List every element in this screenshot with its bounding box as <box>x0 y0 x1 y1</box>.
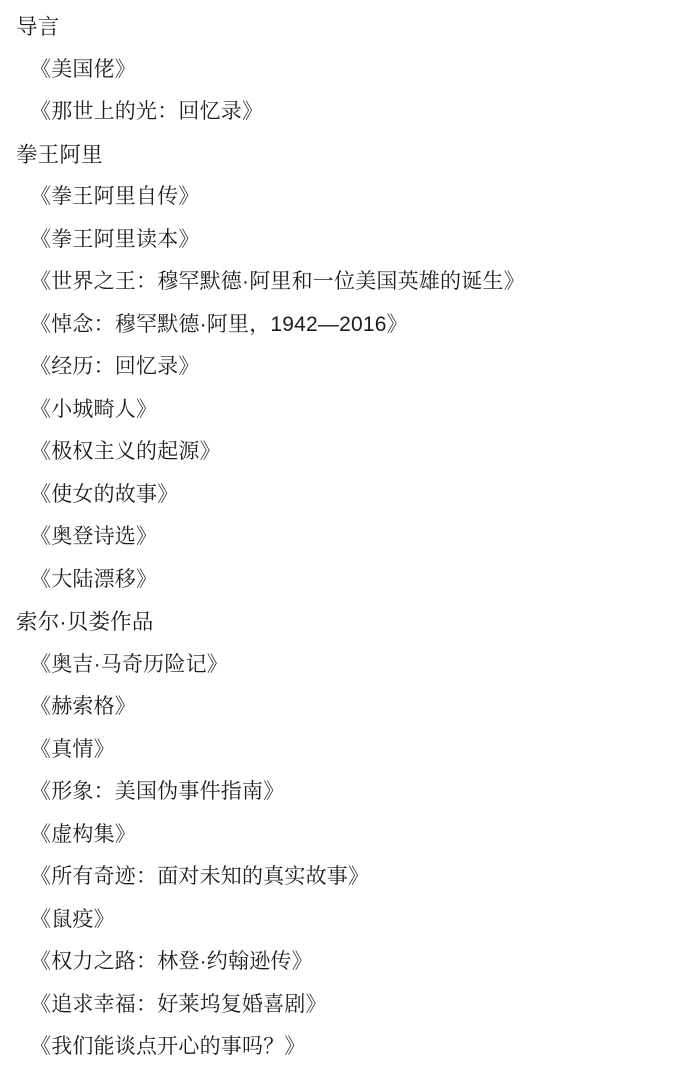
toc-entry: 《悼念：穆罕默德·阿里，1942—2016》 <box>30 312 408 336</box>
toc-entry: 《虚构集》 <box>30 822 136 846</box>
toc-entry: 《所有奇迹：面对未知的真实故事》 <box>30 865 370 888</box>
toc-entry: 《鼠疫》 <box>30 907 115 931</box>
toc-entry: 《权力之路：林登·约翰逊传》 <box>30 950 313 973</box>
toc-entry: 《追求幸福：好莱坞复婚喜剧》 <box>30 992 327 1016</box>
toc-entry: 《赫索格》 <box>30 695 136 718</box>
toc-entry: 《使女的故事》 <box>30 482 179 506</box>
toc-entry: 《拳王阿里读本》 <box>30 227 200 251</box>
toc-entry: 《拳王阿里自传》 <box>30 185 200 208</box>
toc-entry: 《我们能谈点开心的事吗？》 <box>30 1035 306 1058</box>
toc-entry: 《小城畸人》 <box>30 397 158 421</box>
toc-entry: 《那世上的光：回忆录》 <box>30 100 264 123</box>
toc-entry: 《美国佬》 <box>30 57 136 81</box>
toc-entry: 《世界之王：穆罕默德·阿里和一位美国英雄的诞生》 <box>30 270 525 293</box>
toc-section-heading: 拳王阿里 <box>16 142 103 167</box>
toc-entry: 《经历：回忆录》 <box>30 355 200 378</box>
toc-entry: 《极权主义的起源》 <box>30 440 221 463</box>
toc-entry: 《大陆漂移》 <box>30 567 158 591</box>
toc-section-heading: 索尔·贝娄作品 <box>16 610 154 634</box>
toc-entry: 《奥吉·马奇历险记》 <box>30 652 228 676</box>
toc-section-heading: 导言 <box>16 15 60 39</box>
toc-entry: 《奥登诗选》 <box>30 525 158 548</box>
toc-entry: 《形象：美国伪事件指南》 <box>30 780 285 803</box>
toc-entry: 《真情》 <box>30 737 115 761</box>
table-of-contents <box>10 6 678 1069</box>
